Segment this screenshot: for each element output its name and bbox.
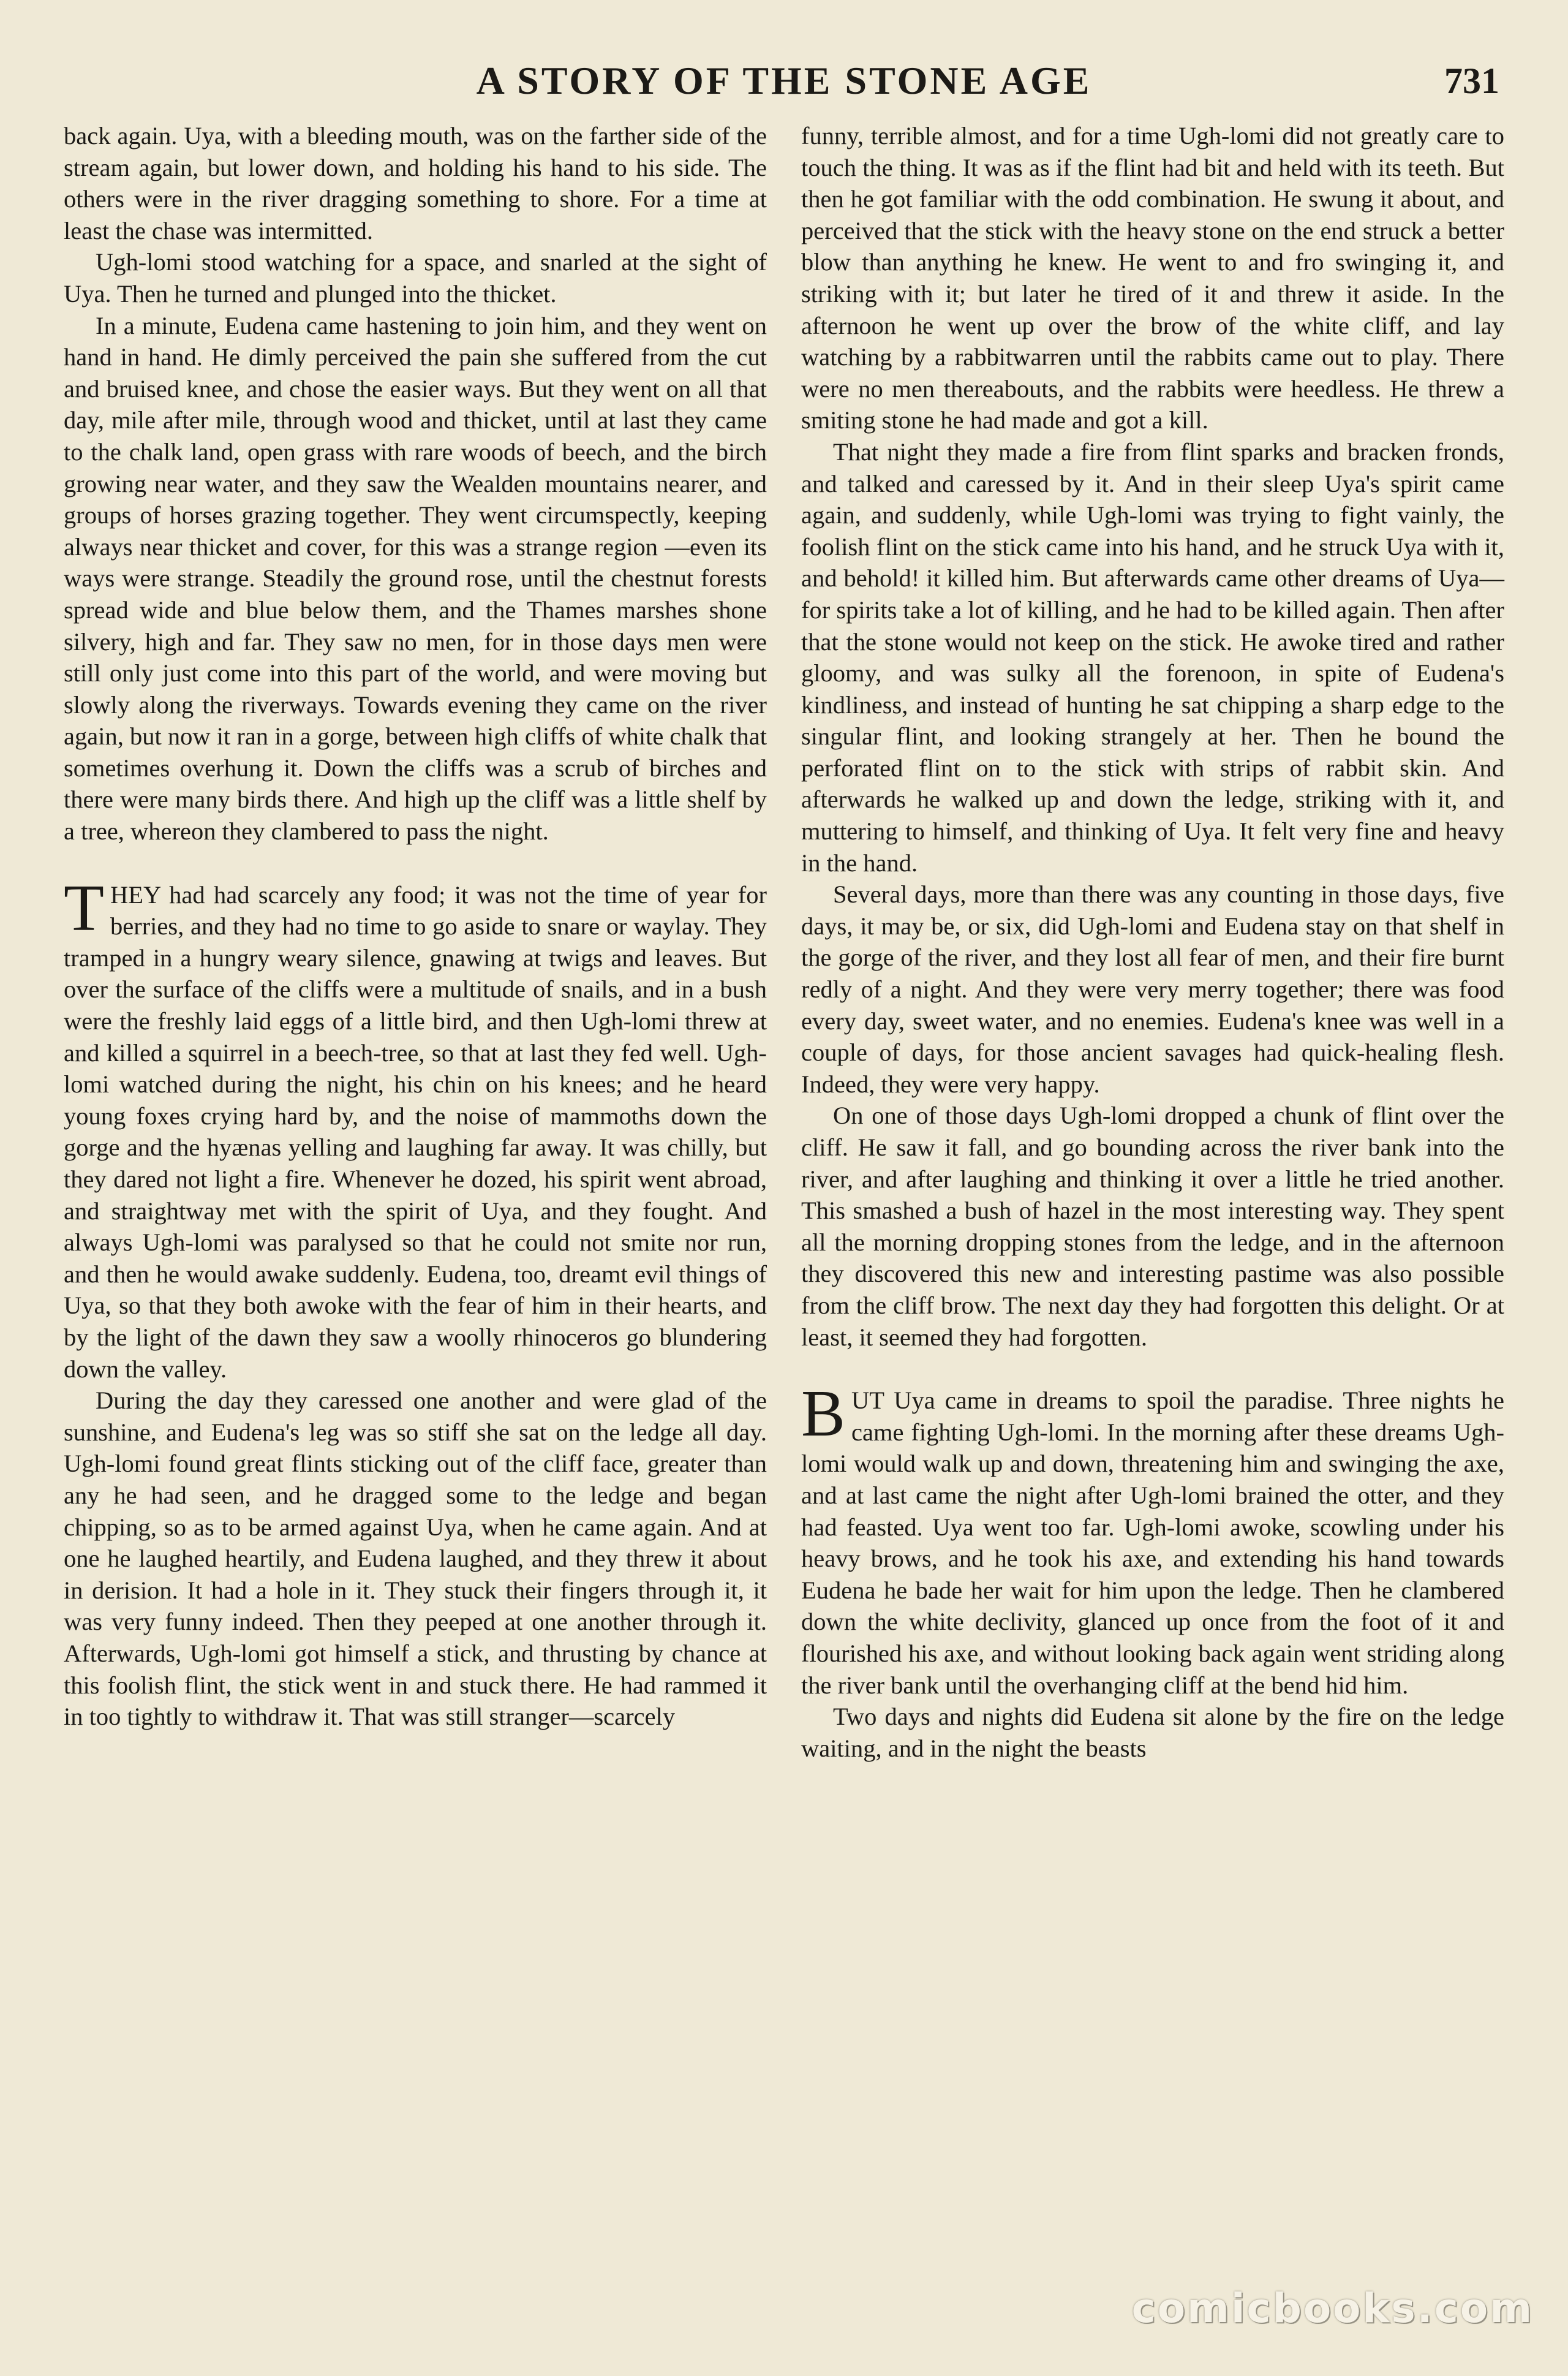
paragraph: Ugh-lomi stood watching for a space, and snarled at the sight of Uya. Then he turned and plunged into the thicket.: [64, 248, 767, 308]
section-opening-paragraph: BUT Uya came in dreams to spoil the paradise. Three nights he came fighting Ugh-lomi. In the morning after these dreams Ugh-lomi would walk up and down, threatening him and swinging the axe, and at last came the night after Ugh-lomi brained the otter, and they had feasted. Uya went too far. Ugh-lomi awoke, scowling under his heavy brows, and he took his axe, and extending his hand towards Eudena he bade her wait for him upon the ledge. Then he clambered down the white declivity, glanced up once from the foot of it and flourished his axe, and without looking back again went striding along the river bank until the overhanging cliff at the bend hid him.: [801, 1377, 1504, 1699]
running-title: A STORY OF THE STONE AGE: [476, 59, 1092, 102]
page-number: 731: [1444, 61, 1499, 101]
right-column: [801, 120, 1504, 1764]
section-opening-paragraph: THEY had had scarcely any food; it was not the time of year for berries, and they had no time to go aside to snare or waylay. They tramped in a hungry weary silence, gnawing at twigs and leaves. But over the surface of the cliffs were a multitude of snails, and in a bush were the freshly laid eggs of a little bird, and then Ugh-lomi threw at and killed a squirrel in a beech-tree, so that at last they fed well. Ugh-lomi watched during the night, his chin on his knees; and he heard young foxes crying hard by, and the noise of mammoths down the gorge and the hyænas yelling and laughing far away. It was chilly, but they dared not light a fire. Whenever he dozed, his spirit went abroad, and straightway met with the spirit of Uya, and they fought. And always Ugh-lomi was paralysed so that he could not smite nor run, and then he would awake suddenly. Eudena, too, dreamt evil things of Uya, so that they both awoke with the fear of him in their hearts, and by the light of the dawn they saw a woolly rhinoceros go blundering down the valley.: [64, 871, 767, 1383]
paragraph: Two days and nights did Eudena sit alone by the fire on the ledge waiting, and in the night the beasts: [801, 1703, 1504, 1762]
running-head: [61, 56, 1507, 105]
left-column: [64, 120, 767, 1733]
paragraph: back again. Uya, with a bleeding mouth, was on the farther side of the stream again, but lower down, and holding his hand to his side. The others were in the river dragging something to shore. For a time at least the chase was intermitted.: [64, 122, 767, 244]
paragraph: funny, terrible almost, and for a time Ugh-lomi did not greatly care to touch the thing. It was as if the flint had bit and held with its teeth. But then he got familiar with the odd combination. He swung it about, and perceived that the stick with the heavy stone on the end struck a better blow than anything he knew. He went to and fro swinging it, and striking with it; but later he tired of it and threw it aside. In the afternoon he went up over the brow of the white cliff, and lay watching by a rabbitwarren until the rabbits came out to play. There were no men thereabouts, and the rabbits were heedless. He threw a smiting stone he had made and got a kill.: [801, 122, 1504, 434]
paragraph: That night they made a fire from flint sparks and bracken fronds, and talked and caressed by it. And in their sleep Uya's spirit came again, and suddenly, while Ugh-lomi was trying to fight vainly, the foolish flint on the stick came into his hand, and he struck Uya with it, and behold! it killed him. But afterwards came other dreams of Uya—for spirits take a lot of killing, and he had to be killed again. Then after that the stone would not keep on the stick. He awoke tired and rather gloomy, and was sulky all the forenoon, in spite of Eudena's kindliness, and instead of hunting he sat chipping a sharp edge to the singular flint, and looking strangely at her. Then he bound the perforated flint on to the stick with strips of rabbit skin. And afterwards he walked up and down the ledge, striking with it, and muttering to himself, and thinking of Uya. It felt very fine and heavy in the hand.: [801, 437, 1504, 877]
paragraph: In a minute, Eudena came hastening to join him, and they went on hand in hand. He dimly perceived the pain she suffered from the cut and bruised knee, and chose the easier ways. But they went on all that day, mile after mile, through wood and thicket, until at last they came to the chalk land, open grass with rare woods of beech, and the birch growing near water, and they saw the Wealden mountains nearer, and groups of horses grazing together. They went circumspectly, keeping always near thicket and cover, for this was a strange region —even its ways were strange. Steadily the ground rose, until the chestnut forests spread wide and blue below them, and the Thames marshes shone silvery, high and far. They saw no men, for in those days men were still only just come into this part of the world, and were moving but slowly along the riverways. Towards evening they came on the river again, but now it ran in a gorge, between high cliffs of white chalk that sometimes overhung it. Down the cliffs was a scrub of birches and there were many birds there. And high up the cliff was a little shelf by a tree, whereon they clambered to pass the night.: [64, 311, 767, 846]
paragraph: On one of those days Ugh-lomi dropped a chunk of flint over the cliff. He saw it fall, and go bounding across the river bank into the river, and after laughing and thinking it over a little he tried another. This smashed a bush of hazel in the most interesting way. They spent all the morning dropping stones from the ledge, and in the afternoon they discovered this new and interesting pastime was also possible from the cliff brow. The next day they had forgotten this delight. Or at least, it seemed they had forgotten.: [801, 1102, 1504, 1351]
paragraph: Several days, more than there was any counting in those days, five days, it may be, or six, did Ugh-lomi and Eudena stay on that shelf in the gorge of the river, and they lost all fear of men, and their fire burnt redly of a night. And they were very merry together; there was food every day, sweet water, and no enemies. Eudena's knee was well in a couple of days, for those ancient savages had quick-healing flesh. Indeed, they were very happy.: [801, 880, 1504, 1098]
paragraph: During the day they caressed one another and were glad of the sunshine, and Eudena's leg was so stiff she sat on the ledge all day. Ugh-lomi found great flints sticking out of the cliff face, greater than any he had seen, and he dragged some to the ledge and began chipping, so as to be armed against Uya, when he came again. And at one he laughed heartily, and Eudena laughed, and they threw it about in derision. It had a hole in it. They stuck their fingers through it, it was very funny indeed. Then they peeped at one another through it. Afterwards, Ugh-lomi got himself a stick, and thrusting by chance at this foolish flint, the stick went in and stuck there. He had rammed it in too tightly to withdraw it. That was still stranger—scarcely: [64, 1387, 767, 1731]
site-watermark: comicbooks.com: [1131, 2285, 1534, 2332]
